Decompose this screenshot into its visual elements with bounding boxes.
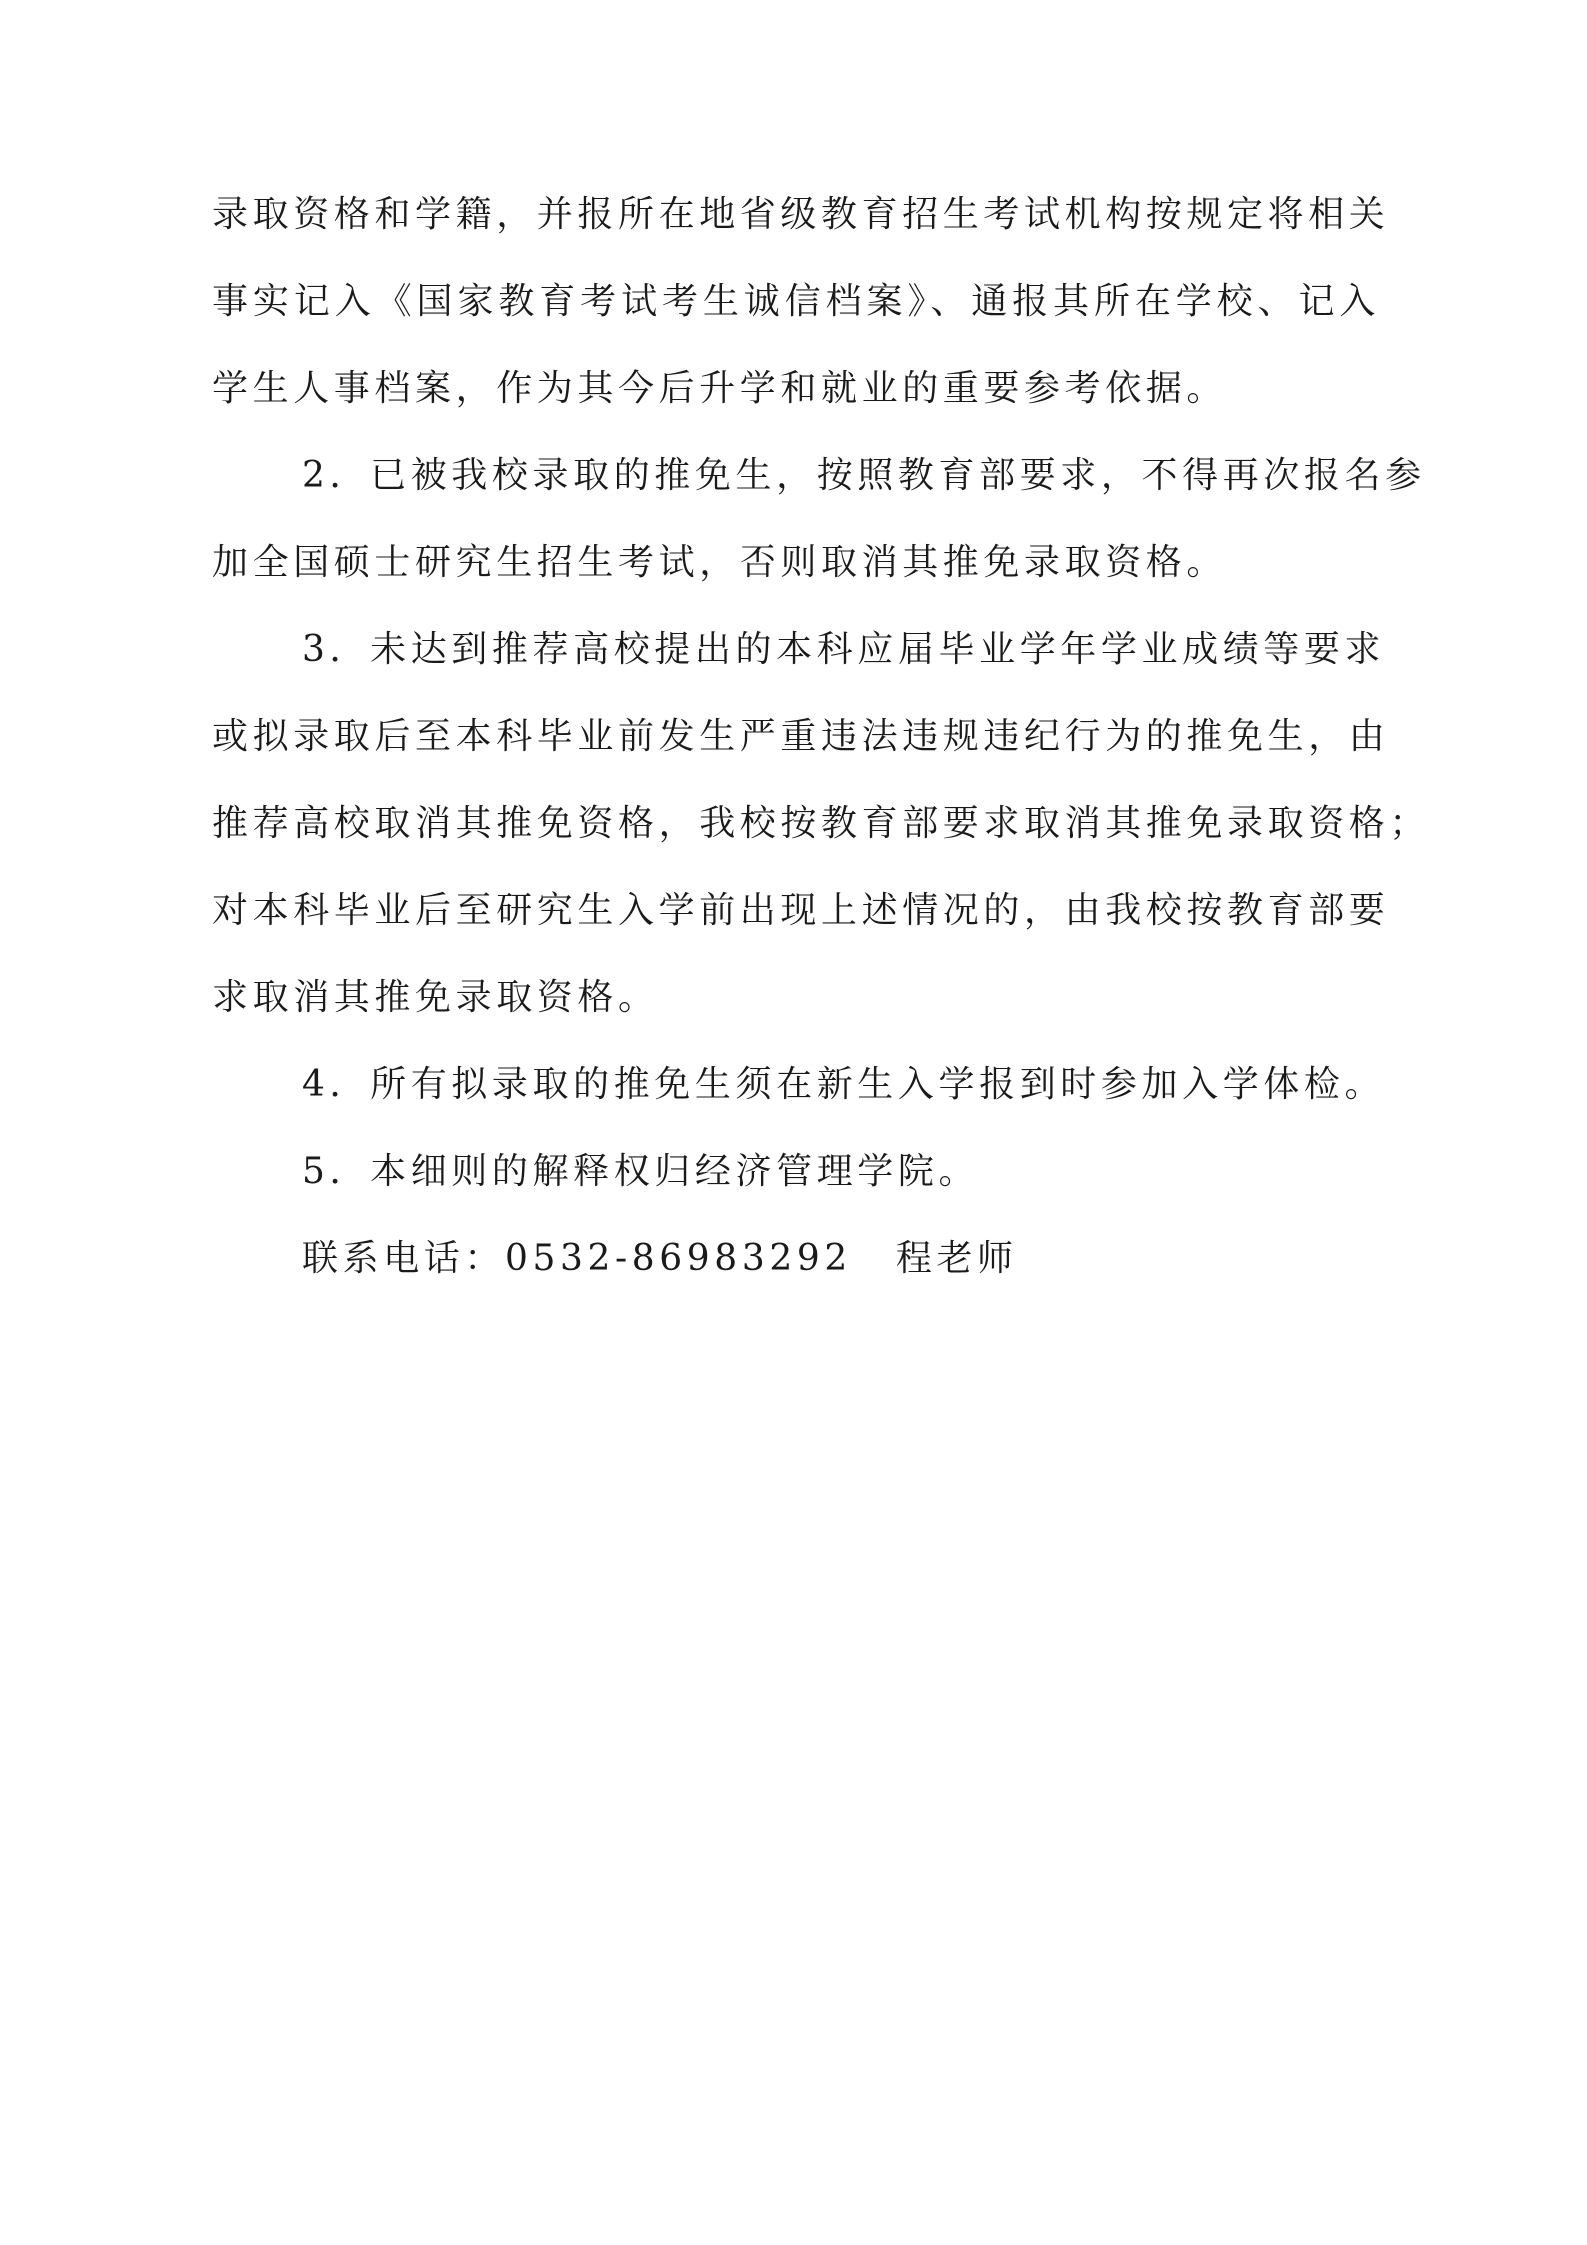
contact-person: 程老师 [895,1238,1018,1279]
contact-line [302,1229,1018,1289]
paragraph-1-line-2: 事实记入《国家教育考试考生诚信档案》、通报其所在学校、记入 [212,281,1380,322]
paragraph-3-line-3: 推荐高校取消其推免资格，我校按教育部要求取消其推免录取资格； [212,803,1431,844]
contact-phone: 0532-86983292 [505,1238,852,1279]
paragraph-1-line-3: 学生人事档案，作为其今后升学和就业的重要参考依据。 [212,368,1228,409]
paragraph-1-line-1: 录取资格和学籍，并报所在地省级教育招生考试机构按规定将相关 [212,194,1390,235]
paragraph-3-line-2: 或拟录取后至本科毕业前发生严重违法违规违纪行为的推免生，由 [212,716,1390,757]
paragraph-3-line-1: 3．未达到推荐高校提出的本科应届毕业学年学业成绩等要求 [302,629,1386,670]
paragraph-3-line-4: 对本科毕业后至研究生入学前出现上述情况的，由我校按教育部要 [212,890,1390,931]
paragraph-5-line-1: 5．本细则的解释权归经济管理学院。 [302,1151,980,1192]
paragraph-3-line-5: 求取消其推免录取资格。 [212,977,659,1018]
paragraph-2-line-1: 2．已被我校录取的推免生，按照教育部要求，不得再次报名参 [302,455,1426,496]
paragraph-2-line-2: 加全国硕士研究生招生考试，否则取消其推免录取资格。 [212,542,1228,583]
contact-label: 联系电话： [302,1238,506,1279]
paragraph-4-line-1: 4．所有拟录取的推免生须在新生入学报到时参加入学体检。 [302,1064,1386,1105]
